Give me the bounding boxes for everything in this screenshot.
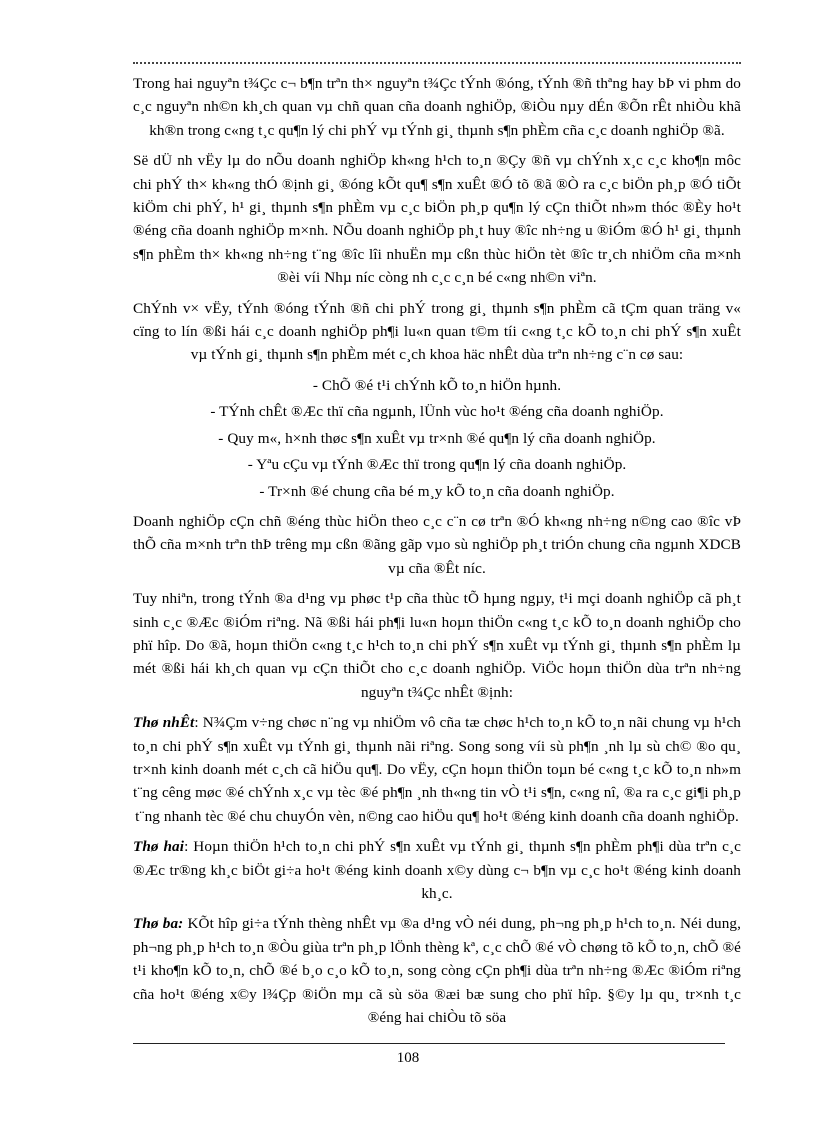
point-paragraph	[133, 912, 741, 1029]
point-text: : Hoµn thiÖn h¹ch to¸n chi phÝ s¶n xuÊt vµ tÝnh gi¸ thµnh s¶n phÈm ph¶i dùa trªn c¸c ®Æc tr®ng kh¸c biÖt gi÷a ho¹t ®éng kinh doanh x©y dùng c¬ b¶n vµ c¸c ho¹t ®éng kinh doanh kh¸c.	[133, 838, 742, 902]
list-item: - Yªu cÇu vµ tÝnh ®Æc thï trong qu¶n lý cña doanh nghiÖp.	[247, 456, 627, 474]
list-item: - Tr×nh ®é chung cña bé m¸y kÕ to¸n cña doanh nghiÖp.	[259, 482, 615, 500]
point-paragraph	[133, 711, 741, 828]
header-rule	[133, 62, 741, 64]
list-item: - TÝnh chÊt ®Æc thï cña ngµnh, lÜnh vùc ho¹t ®éng cña doanh nghiÖp.	[210, 403, 664, 421]
paragraph: ChÝnh v× vËy, tÝnh ®óng tÝnh ®ñ chi phÝ trong gi¸ thµnh s¶n phÈm cã tÇm quan träng v« cïng to lín ®ßi hái c¸c doanh nghiÖp ph¶i lu«n quan t©m tíi c«ng t¸c kÕ to¸n chi phÝ s¶n xuÊt vµ tÝnh gi¸ thµnh s¶n phÈm mét c¸ch khoa häc nhÊt dùa trªn nh÷ng c¨n cø sau:	[133, 299, 741, 364]
paragraph: Doanh nghiÖp cÇn chñ ®éng thùc hiÖn theo c¸c c¨n cø trªn ®Ó kh«ng nh÷ng n©ng cao ®îc vÞ thÕ cña m×nh trªn thÞ trêng mµ cßn ®ãng gãp vµo sù nghiÖp ph¸t triÓn chung cña ngµnh XDCB vµ cña ®Êt níc.	[133, 512, 741, 577]
point-text: KÕt hîp gi÷a tÝnh thèng nhÊt vµ ®a d¹ng vÒ néi dung, ph¬ng ph¸p h¹ch to¸n. Néi dung, ph¬ng ph¸p h¹ch to¸n ®Òu giùa trªn ph¸p lÖnh thèng kª, c¸c chÕ ®é vÒ chøng tõ kÕ to¸n, chÕ ®é t¹i kho¶n kÕ to¸n, chÕ ®é b¸o c¸o kÕ to¸n, song còng cÇn ph¶i dùa trªn nh÷ng ®Æc ®iÓm riªng cña ho¹t ®éng x©y l¾Çp ®iÖn mµ cã sù söa ®æi bæ sung cho phï hîp. §©y lµ qu¸ tr×nh t¸c ®éng hai chiÒu tõ söa	[133, 915, 742, 1027]
point-lead: Thø nhÊt	[133, 714, 195, 732]
point-lead: Thø ba:	[133, 915, 184, 933]
point-text: : N¾Çm v÷ng chøc n¨ng vµ nhiÖm vô cña tæ chøc h¹ch to¸n kÕ to¸n nãi chung vµ h¹ch to¸n chi phÝ s¶n xuÊt vµ tÝnh gi¸ thµnh nãi riªng. Song song víi sù ph¶n ¸nh lµ sù ch© ®o qu¸ tr×nh kinh doanh mét c¸ch cã hiÖu qu¶. Do vËy, cÇn hoµn thiÖn toµn bé c«ng t¸c kÕ to¸n nh»m t¨ng cêng møc ®é chÝnh x¸c vµ tèc ®é ph¶n ¸nh th«ng tin vÒ t¹i s¶n, c«ng nî, ®a ra c¸c gi¶i ph¸p t¨ng nhanh tèc ®é chu chuyÓn vèn, n©ng cao hiÖu qu¶ ho¹t ®éng kinh doanh cña doanh nghiÖp.	[133, 714, 741, 825]
paragraph: Trong hai nguyªn t¾Çc c¬ b¶n trªn th× nguyªn t¾Çc tÝnh ®óng, tÝnh ®ñ thªng hay bÞ vi phm do c¸c nguyªn nh©n kh¸ch quan vµ chñ quan cña doanh nghiÖp, ®iÒu nµy dÉn ®Õn rÊt nhiÒu khã kh®n trong c«ng t¸c qu¶n lý chi phÝ vµ tÝnh gi¸ thµnh s¶n phÈm cña c¸c doanh nghiÖp ®ã.	[133, 75, 741, 139]
paragraph: Së dÜ nh vËy lµ do nÕu doanh nghiÖp kh«ng h¹ch to¸n ®Çy ®ñ vµ chÝnh x¸c c¸c kho¶n môc chi phÝ th× kh«ng thÓ ®ịnh gi¸ ®óng kÕt qu¶ s¶n xuÊt ®Ó tõ ®ã ®Ò ra c¸c biÖn ph¸p ®Ó tiÕt kiÖm chi phÝ, h¹ gi¸ thµnh s¶n phÈm vµ c¸c biÖn ph¸p qu¶n lý cÇn thiÕt nh»m thóc ®Èy ho¹t ®éng cña doanh nghiÖp m×nh. NÕu doanh nghiÖp ph¸t huy ®îc nh÷ng u ®iÓm ®Ó h¹ gi¸ thµnh s¶n phÈm th× kh«ng nh÷ng t¨ng ®îc lîi nhuËn mµ cßn thùc hiÖn tèt ®îc tr¸ch nhiÖm cña m×nh ®èi víi Nhµ níc còng nh c¸c c¸n bé c«ng nh©n viªn.	[133, 152, 741, 287]
list-item: - Quy m«, h×nh thøc s¶n xuÊt vµ tr×nh ®é qu¶n lý cña doanh nghiÖp.	[218, 429, 656, 447]
paragraph: Tuy nhiªn, trong tÝnh ®a d¹ng vµ phøc t¹p cña thùc tÕ hµng ngµy, t¹i mçi doanh nghiÖp cã ph¸t sinh c¸c ®Æc ®iÓm riªng. Nã ®ßi hái ph¶i lu«n hoµn thiÖn c«ng t¸c kÕ to¸n doanh nghiÖp cho phï hîp. Do ®ã, hoµn thiÖn c«ng t¸c h¹ch to¸n chi phÝ s¶n xuÊt vµ tÝnh gi¸ thµnh s¶n phÈm lµ mét ®ßi hái kh¸ch quan vµ cÇn thiÕt cho c¸c doanh nghiÖp. ViÖc hoµn thiÖn dùa trªn nh÷ng nguyªn t¾Çc nhÊt ®ịnh:	[133, 590, 741, 701]
point-paragraph	[133, 835, 741, 905]
list-item: - ChÕ ®é t¹i chÝnh kÕ to¸n hiÖn hµnh.	[312, 376, 562, 394]
point-lead: Thø hai	[133, 838, 185, 856]
footer-rule	[133, 1043, 725, 1044]
page-content	[133, 72, 741, 1036]
page-number: 108	[396, 1050, 420, 1066]
